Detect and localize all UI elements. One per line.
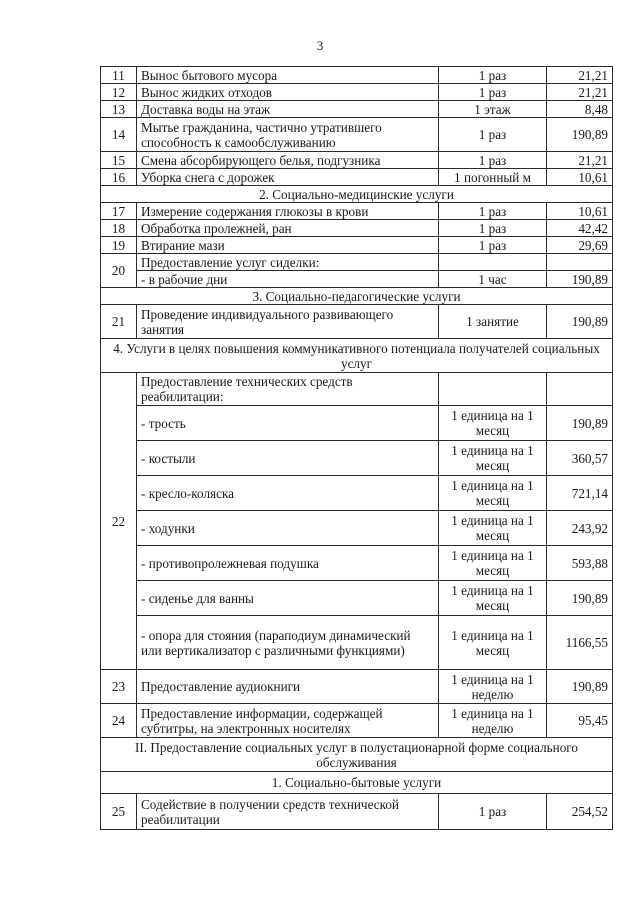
row-number: 22 [101,373,137,670]
service-price-empty [547,254,613,271]
service-name: Предоставление услуг сиделки: [137,254,439,271]
service-price: 21,21 [547,84,613,101]
service-price: 593,88 [547,546,613,581]
row-number: 11 [101,67,137,84]
table-row [101,794,613,830]
service-price: 360,57 [547,441,613,476]
table-row [101,305,613,339]
service-unit: 1 единица на 1 неделю [439,670,547,704]
part-title: II. Предоставление социальных услуг в полустационарной форме социального обслуживания [101,738,613,772]
service-price-empty [547,373,613,406]
service-unit: 1 раз [439,203,547,220]
service-price: 10,61 [547,169,613,186]
service-unit-empty [439,254,547,271]
section-title: 3. Социально-педагогические услуги [101,288,613,305]
service-unit: 1 раз [439,220,547,237]
section-title: 4. Услуги в целях повышения коммуникативного потенциала получателей социальных услуг [101,339,613,373]
service-subitem-name: - в рабочие дни [137,271,439,288]
row-number: 14 [101,118,137,152]
table-row [101,704,613,738]
service-price: 254,52 [547,794,613,830]
row-number: 15 [101,152,137,169]
service-unit: 1 погонный м [439,169,547,186]
service-subitem-name: - кресло-коляска [137,476,439,511]
section-header-row [101,288,613,305]
section-header-row [101,772,613,794]
table-row [101,67,613,84]
service-unit: 1 раз [439,237,547,254]
service-unit: 1 раз [439,152,547,169]
service-price: 10,61 [547,203,613,220]
table-row [101,546,613,581]
table-row [101,84,613,101]
service-price: 243,92 [547,511,613,546]
service-unit: 1 раз [439,84,547,101]
service-subitem-name: - костыли [137,441,439,476]
service-unit: 1 час [439,271,547,288]
service-price: 42,42 [547,220,613,237]
service-name: Вынос бытового мусора [137,67,439,84]
service-unit: 1 единица на 1 месяц [439,441,547,476]
row-number: 18 [101,220,137,237]
service-name: Уборка снега с дорожек [137,169,439,186]
section-header-row [101,738,613,772]
service-price: 190,89 [547,670,613,704]
service-unit: 1 раз [439,118,547,152]
section-title: 2. Социально-медицинские услуги [101,186,613,203]
page-number: 3 [316,38,324,53]
row-number: 12 [101,84,137,101]
section-header-row [101,186,613,203]
section-header-row [101,339,613,373]
service-price: 95,45 [547,704,613,738]
service-subitem-name: - ходунки [137,511,439,546]
table-row [101,441,613,476]
table-row [101,152,613,169]
service-name: Предоставление информации, содержащей субтитры, на электронных носителях [137,704,439,738]
service-unit: 1 единица на 1 месяц [439,581,547,616]
service-unit: 1 занятие [439,305,547,339]
table-row [101,118,613,152]
service-unit: 1 раз [439,67,547,84]
service-name: Содействие в получении средств технической реабилитации [137,794,439,830]
service-unit: 1 единица на 1 месяц [439,476,547,511]
row-number: 17 [101,203,137,220]
service-name: Мытье гражданина, частично утратившего способность к самообслуживанию [137,118,439,152]
service-price: 21,21 [547,152,613,169]
service-subitem-name: - опора для стояния (параподиум динамический или вертикализатор с различными функциями) [137,616,439,670]
service-unit: 1 единица на 1 месяц [439,616,547,670]
service-unit-empty [439,373,547,406]
service-unit: 1 единица на 1 неделю [439,704,547,738]
services-price-table [100,66,613,830]
service-price: 21,21 [547,67,613,84]
service-price: 190,89 [547,305,613,339]
table-row [101,476,613,511]
table-row [101,237,613,254]
service-unit: 1 единица на 1 месяц [439,546,547,581]
service-name: Смена абсорбирующего белья, подгузника [137,152,439,169]
table-row [101,254,613,271]
service-price: 190,89 [547,271,613,288]
table-row [101,271,613,288]
row-number: 13 [101,101,137,118]
row-number: 21 [101,305,137,339]
row-number: 19 [101,237,137,254]
table-row [101,203,613,220]
service-price: 29,69 [547,237,613,254]
table-row [101,406,613,441]
row-number: 16 [101,169,137,186]
service-name: Предоставление аудиокниги [137,670,439,704]
service-name: Доставка воды на этаж [137,101,439,118]
service-name: Вынос жидких отходов [137,84,439,101]
row-number: 24 [101,704,137,738]
service-subitem-name: - сиденье для ванны [137,581,439,616]
row-number: 20 [101,254,137,288]
service-name: Предоставление технических средств реабилитации: [137,373,439,406]
table-row [101,101,613,118]
service-price: 721,14 [547,476,613,511]
table-row [101,616,613,670]
table-row [101,373,613,406]
service-price: 190,89 [547,581,613,616]
service-price: 190,89 [547,406,613,441]
table-row [101,670,613,704]
table-row [101,220,613,237]
service-name: Втирание мази [137,237,439,254]
service-name: Обработка пролежней, ран [137,220,439,237]
table-row [101,169,613,186]
service-price: 190,89 [547,118,613,152]
row-number: 23 [101,670,137,704]
table-row [101,511,613,546]
service-unit: 1 раз [439,794,547,830]
service-unit: 1 единица на 1 месяц [439,511,547,546]
service-subitem-name: - трость [137,406,439,441]
service-unit: 1 этаж [439,101,547,118]
service-price: 8,48 [547,101,613,118]
table-row [101,581,613,616]
service-subitem-name: - противопролежневая подушка [137,546,439,581]
service-unit: 1 единица на 1 месяц [439,406,547,441]
service-name: Проведение индивидуального развивающего занятия [137,305,439,339]
section-title: 1. Социально-бытовые услуги [101,772,613,794]
service-name: Измерение содержания глюкозы в крови [137,203,439,220]
service-price: 1166,55 [547,616,613,670]
row-number: 25 [101,794,137,830]
